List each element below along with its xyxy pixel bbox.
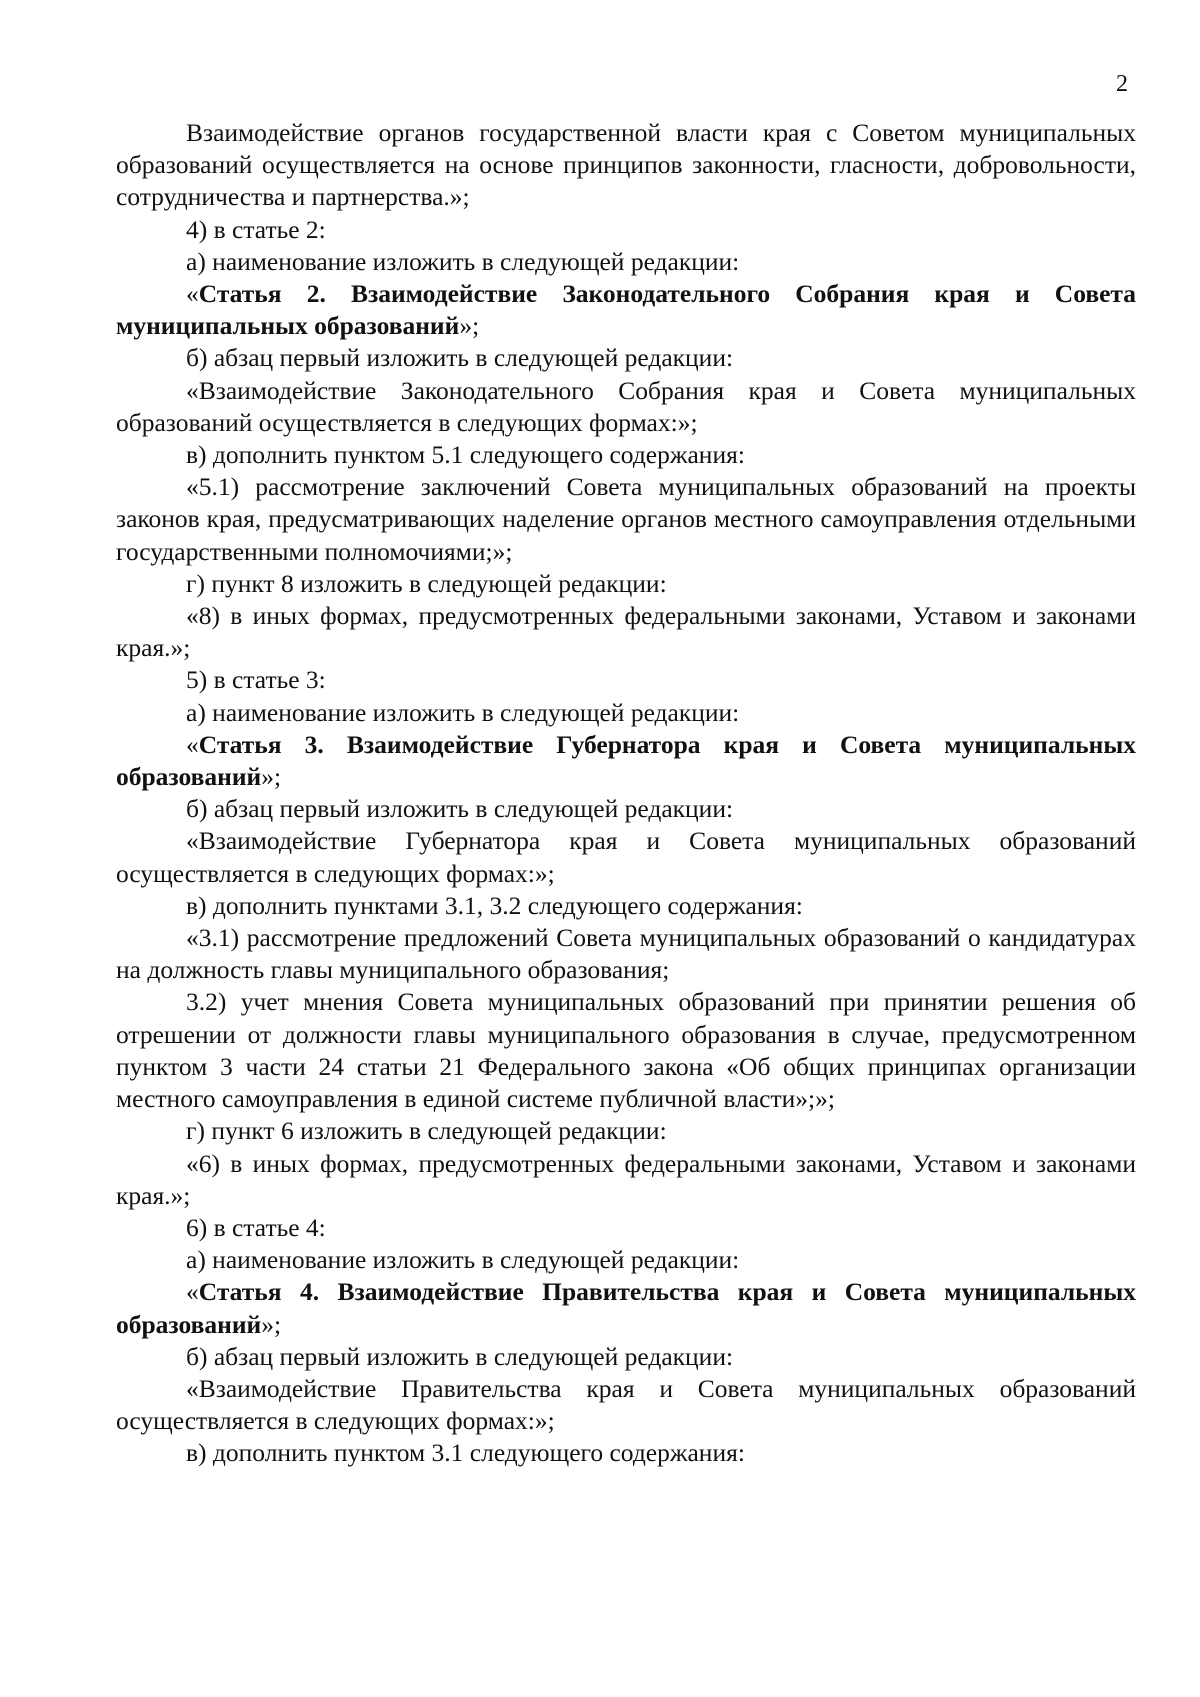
paragraph (116, 117, 1136, 214)
paragraph-text: «3.1) рассмотрение предложений Совета муниципальных образований о кандидатурах на должность главы муниципального образования; (116, 923, 1136, 985)
paragraph-text: «Взаимодействие Законодательного Собрания края и Совета муниципальных образований осуществляется в следующих формах:»; (116, 375, 1136, 437)
paragraph (116, 697, 1136, 729)
paragraph (116, 439, 1136, 471)
paragraph (116, 600, 1136, 664)
paragraph (116, 986, 1136, 1115)
paragraph-text: «8) в иных формах, предусмотренных федеральными законами, Уставом и законами края.»; (116, 601, 1136, 663)
paragraph (116, 471, 1136, 568)
paragraph-text: б) абзац первый изложить в следующей редакции: (186, 343, 734, 373)
paragraph (116, 214, 1136, 246)
paragraph (116, 922, 1136, 986)
paragraph-text: в) дополнить пунктом 5.1 следующего содержания: (186, 440, 745, 470)
paragraph (116, 890, 1136, 922)
article-heading-paragraph (116, 278, 1136, 342)
paragraph (116, 342, 1136, 374)
paragraph-prefix: « (186, 279, 199, 309)
paragraph-text: 3.2) учет мнения Совета муниципальных образований при принятии решения об отрешении от должности главы муниципального образования в случае, предусмотренном пунктом 3 части 24 статьи 21 Федерального закона «Об общих принципах организации местного самоуправления в единой системе публичной власти»;»; (116, 987, 1136, 1114)
paragraph (116, 1437, 1136, 1469)
paragraph (116, 1341, 1136, 1373)
paragraph-text: »; (261, 762, 282, 792)
paragraph (116, 246, 1136, 278)
paragraph (116, 375, 1136, 439)
paragraph-text: б) абзац первый изложить в следующей редакции: (186, 794, 734, 824)
paragraph-text: б) абзац первый изложить в следующей редакции: (186, 1341, 734, 1371)
paragraph-text: «Взаимодействие Правительства края и Совета муниципальных образований осуществляется в следующих формах:»; (116, 1373, 1136, 1436)
paragraph-text: Взаимодействие органов государственной власти края с Советом муниципальных образований осуществляется на основе принципов законности, гласности, добровольности, сотрудничества и партнерства.»; (116, 118, 1136, 212)
paragraph (116, 1212, 1136, 1244)
paragraph (116, 793, 1136, 825)
paragraph-text: «5.1) рассмотрение заключений Совета муниципальных образований на проекты законов края, предусматривающих наделение органов местного самоуправления отдельными государственными полномочиями;»; (116, 472, 1136, 566)
paragraph (116, 1148, 1136, 1212)
article-heading: Статья 3. Взаимодействие Губернатора края и Совета муниципальных образований (116, 729, 1136, 792)
article-heading-paragraph (116, 1276, 1136, 1340)
paragraph-prefix: « (186, 729, 199, 759)
paragraph-text: г) пункт 8 изложить в следующей редакции: (186, 568, 667, 598)
paragraph-text: в) дополнить пунктом 3.1 следующего содержания: (186, 1438, 745, 1468)
paragraph (116, 664, 1136, 696)
article-heading-paragraph (116, 729, 1136, 793)
article-heading: Статья 4. Взаимодействие Правительства края и Совета муниципальных образований (116, 1277, 1136, 1339)
paragraph-text: в) дополнить пунктами 3.1, 3.2 следующего содержания: (186, 890, 803, 920)
paragraph-text: а) наименование изложить в следующей редакции: (186, 697, 740, 727)
paragraph-prefix: « (186, 1277, 199, 1307)
paragraph-text: »; (459, 311, 480, 341)
paragraph-text: г) пункт 6 изложить в следующей редакции: (186, 1116, 667, 1146)
paragraph (116, 568, 1136, 600)
paragraph-text: 5) в статье 3: (186, 665, 326, 695)
article-heading: Статья 2. Взаимодействие Законодательного Собрания края и Совета муниципальных образований (116, 279, 1136, 341)
paragraph (116, 825, 1136, 889)
paragraph-text: 6) в статье 4: (186, 1212, 326, 1242)
page-number: 2 (1116, 71, 1128, 97)
paragraph-text: а) наименование изложить в следующей редакции: (186, 1245, 740, 1275)
paragraph-text: 4) в статье 2: (186, 214, 326, 244)
paragraph (116, 1244, 1136, 1276)
paragraph-text: а) наименование изложить в следующей редакции: (186, 246, 740, 276)
paragraph (116, 1115, 1136, 1147)
paragraph-text: «6) в иных формах, предусмотренных федеральными законами, Уставом и законами края.»; (116, 1148, 1136, 1210)
paragraph-text: «Взаимодействие Губернатора края и Совета муниципальных образований осуществляется в следующих формах:»; (116, 826, 1136, 888)
document-body (116, 117, 1136, 1470)
paragraph (116, 1373, 1136, 1437)
paragraph-text: »; (261, 1309, 282, 1339)
